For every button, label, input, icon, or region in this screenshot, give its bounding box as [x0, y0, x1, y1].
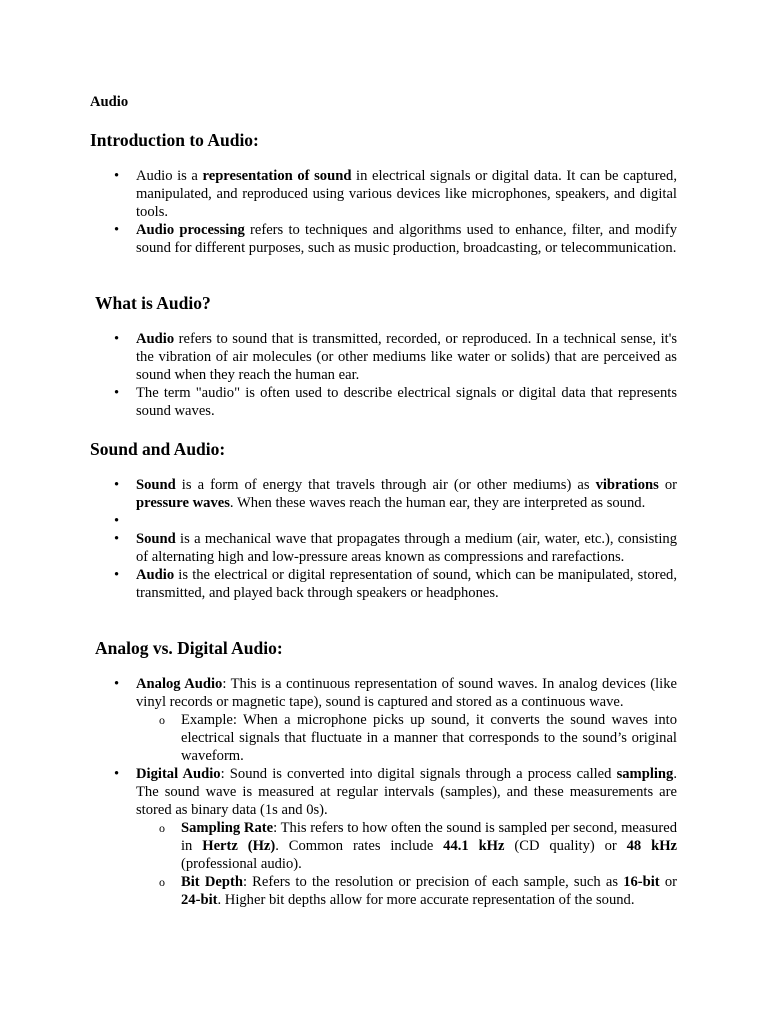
- empty-list-item: [136, 512, 677, 530]
- list-item: • Audio is the electrical or digital representation of sound, which can be manipulated, stored, transmitted, and played back through speakers or headphones.: [136, 566, 677, 602]
- list-item: • Digital Audio: Sound is converted into digital signals through a process called sampling. The sound wave is measured at regular intervals (samples), and these measurements are stored as binary data (1s and 0s). o Sampling Rate: This refers to how often the sound is sampled per second, measured in Hertz (Hz). Common rates include 44.1 kHz (CD quality) or 48 kHz (professional audio). o Bit Depth: Refers to the resolution or precision of each sample, such as 16-bit or 24-bit. Higher bit depths allow for more accurate representation of the sound.: [136, 765, 677, 909]
- sub-list-item: o Bit Depth: Refers to the resolution or precision of each sample, such as 16-bit or 24-bit. Higher bit depths allow for more accurate representation of the sound.: [181, 873, 677, 909]
- list-item: • Sound is a mechanical wave that propagates through a medium (air, water, etc.), consisting of alternating high and low-pressure areas known as compressions and rarefactions.: [136, 530, 677, 566]
- sub-list: [136, 711, 677, 765]
- intro-list: [136, 167, 677, 257]
- analog-digital-list: [136, 675, 677, 909]
- sub-list: [136, 819, 677, 909]
- heading-what-is-audio: What is Audio?: [95, 293, 211, 313]
- heading-sound-and-audio: Sound and Audio:: [90, 439, 226, 459]
- sound-list: [136, 476, 677, 602]
- list-item: • The term "audio" is often used to describe electrical signals or digital data that represents sound waves.: [136, 384, 677, 420]
- heading-analog-vs-digital: Analog vs. Digital Audio:: [95, 638, 283, 658]
- heading-introduction: Introduction to Audio:: [90, 130, 259, 150]
- list-item: • Audio refers to sound that is transmitted, recorded, or reproduced. In a technical sense, it's the vibration of air molecules (or other mediums like water or solids) that are perceived as sound when they reach the human ear.: [136, 330, 677, 384]
- document-title: Audio: [90, 94, 129, 110]
- list-item: • Sound is a form of energy that travels through air (or other mediums) as vibrations or pressure waves. When these waves reach the human ear, they are interpreted as sound.: [136, 476, 677, 512]
- sub-list-item: o Sampling Rate: This refers to how often the sound is sampled per second, measured in Hertz (Hz). Common rates include 44.1 kHz (CD quality) or 48 kHz (professional audio).: [181, 819, 677, 873]
- sub-list-item: o Example: When a microphone picks up sound, it converts the sound waves into electrical signals that fluctuate in a manner that corresponds to the sound’s original waveform.: [181, 711, 677, 765]
- list-item: • Analog Audio: This is a continuous representation of sound waves. In analog devices (like vinyl records or magnetic tape), sound is captured and stored as a continuous wave. o Example: When a microphone picks up sound, it converts the sound waves into electrical signals that fluctuate in a manner that corresponds to the sound’s original waveform.: [136, 675, 677, 765]
- what-list: [136, 330, 677, 420]
- list-item: • Audio is a representation of sound in electrical signals or digital data. It can be captured, manipulated, and reproduced using various devices like microphones, speakers, and digital tools.: [136, 167, 677, 221]
- list-item: • Audio processing refers to techniques and algorithms used to enhance, filter, and modify sound for different purposes, such as music production, broadcasting, or telecommunication.: [136, 221, 677, 257]
